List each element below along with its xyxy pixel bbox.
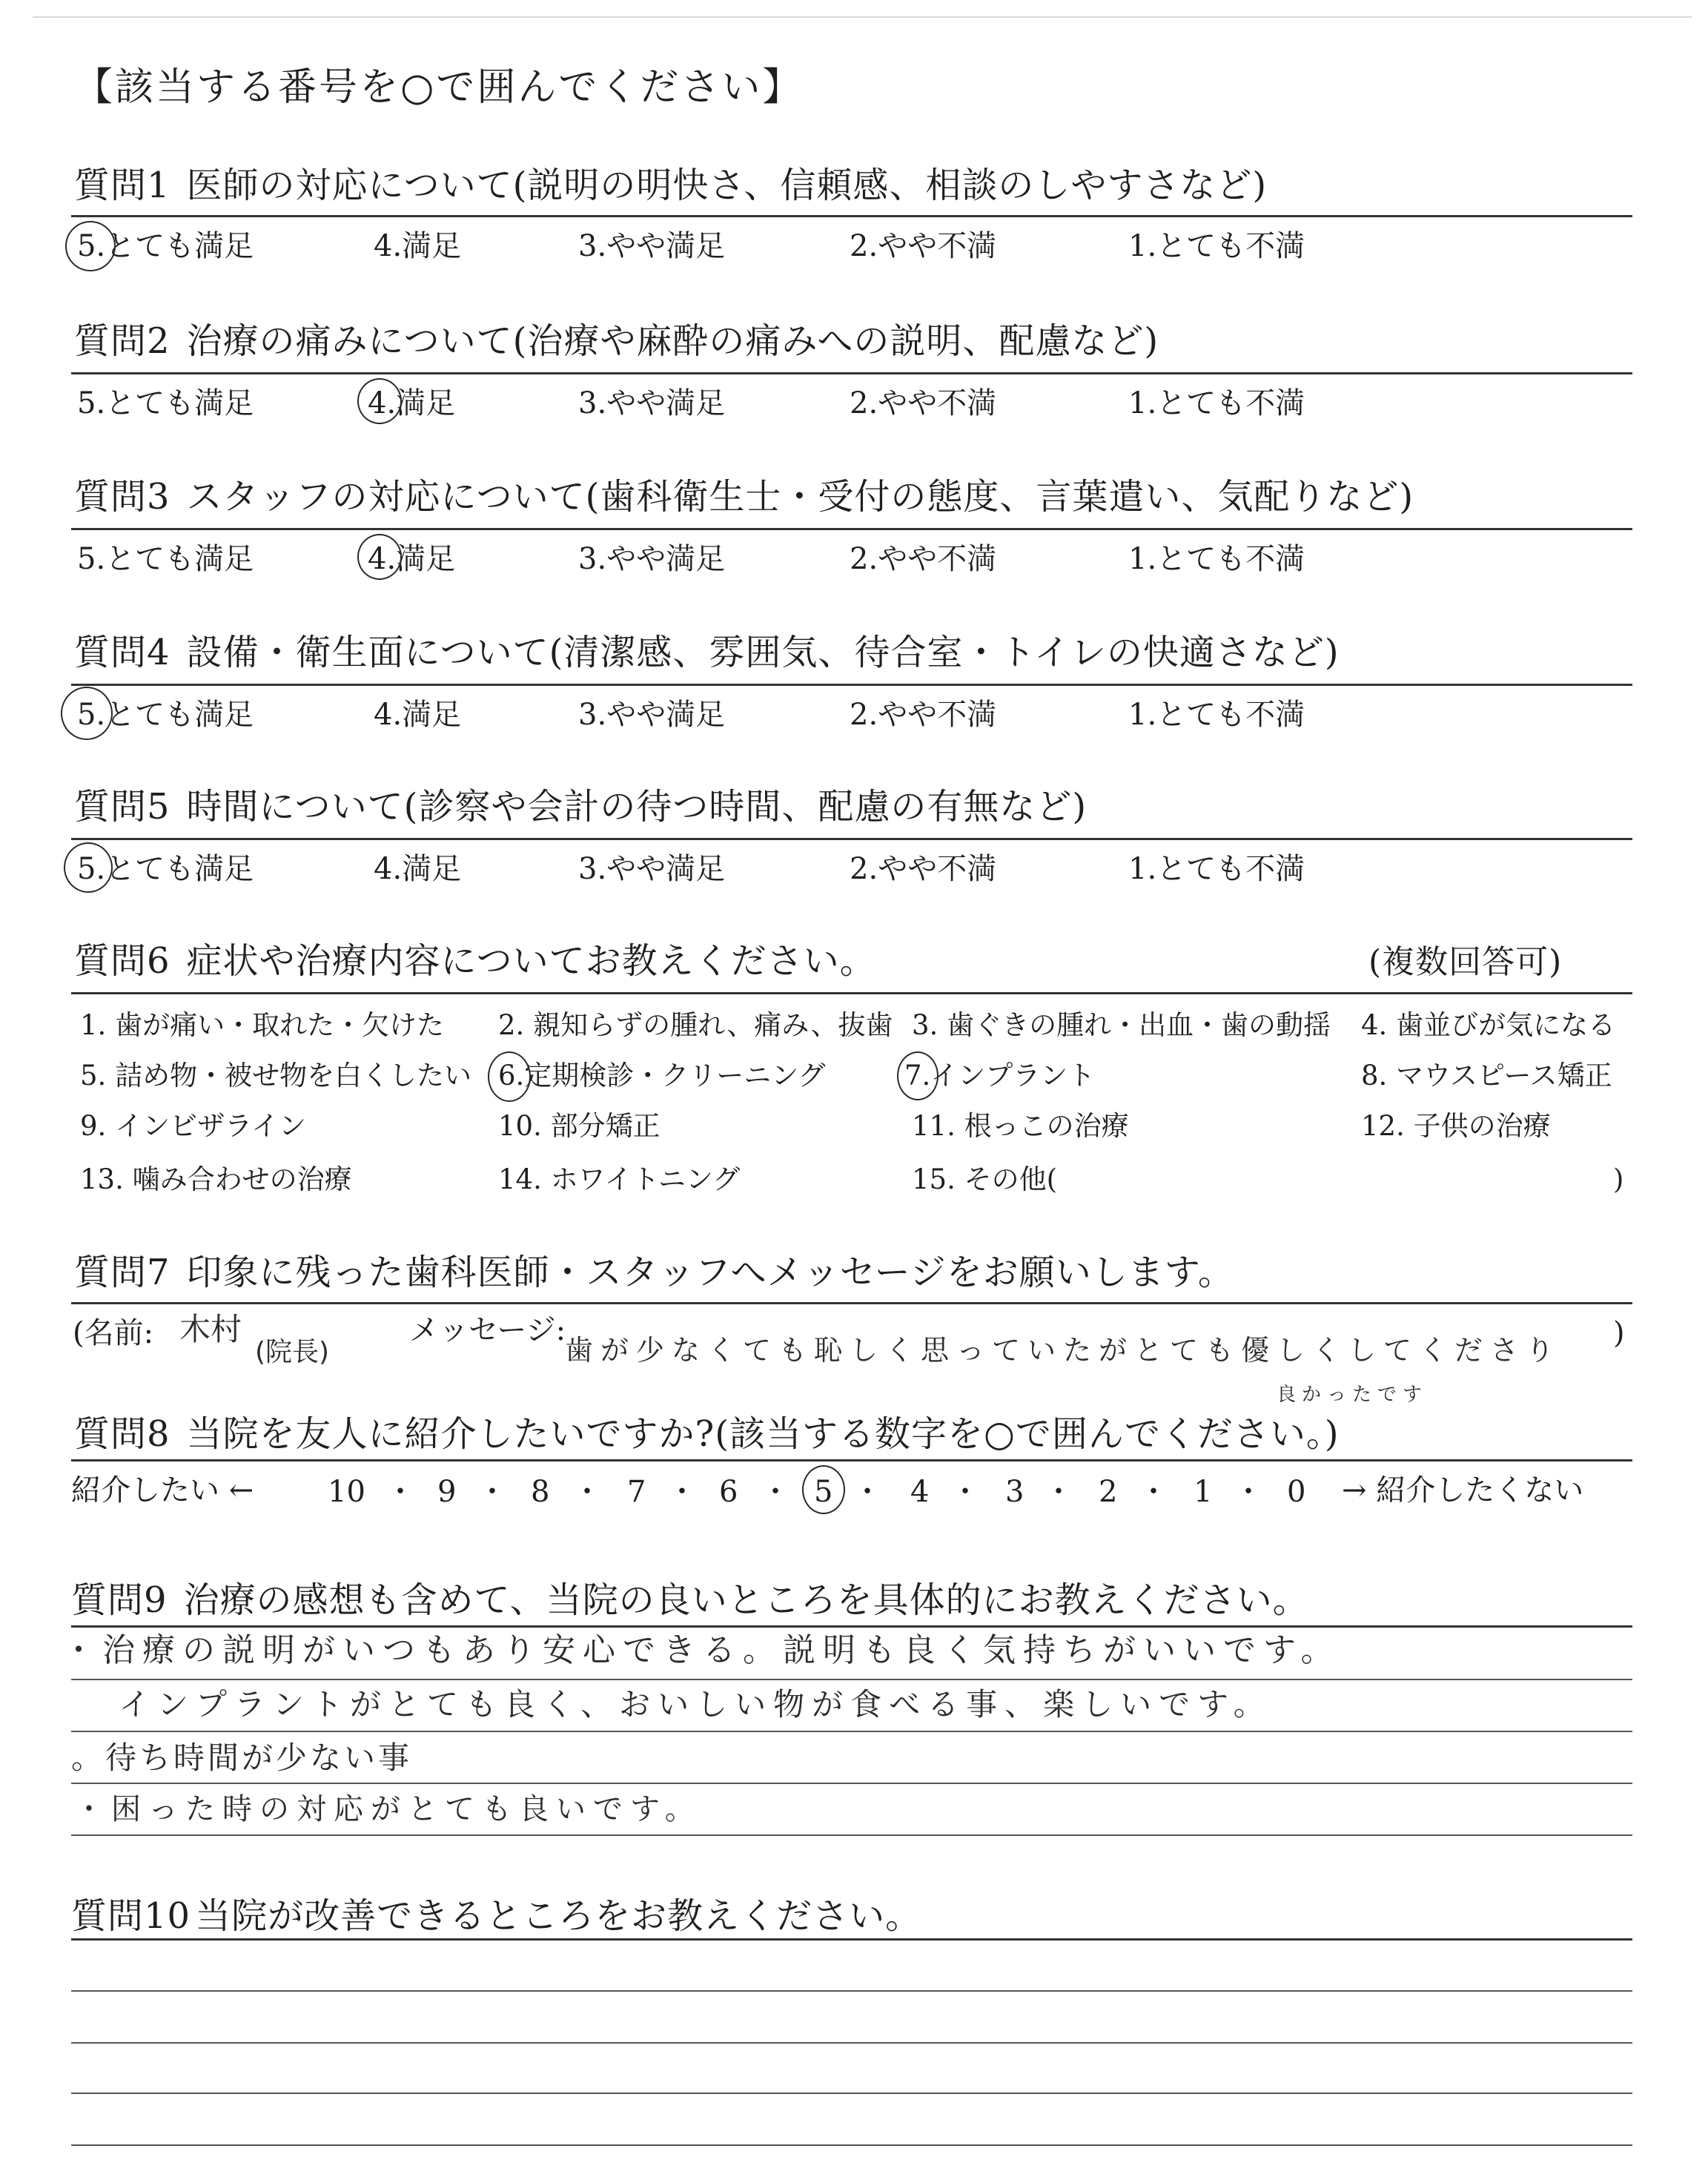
- message-value[interactable]: 歯が少なくても恥しく思っていたがとても優しくしてくださり: [565, 1334, 1562, 1367]
- option-label: やや満足: [606, 698, 726, 732]
- option-number: 1.: [1128, 542, 1157, 576]
- option-number: 3.: [578, 698, 607, 732]
- option-label: やや不満: [878, 698, 997, 732]
- question-1: [74, 165, 1268, 206]
- q6-option-5[interactable]: 5. 詰め物・被せ物を白くしたい: [80, 1060, 472, 1091]
- scale-separator: ・: [1044, 1475, 1073, 1509]
- q4-option-4[interactable]: [374, 700, 461, 730]
- scale-separator: ・: [385, 1475, 415, 1509]
- question-text: 治療の感想も含めて、当院の良いところを具体的にお教えください。: [183, 1579, 1309, 1621]
- top-border: [33, 16, 1692, 18]
- question-text: 当院が改善できるところをお教えください。: [195, 1895, 922, 1937]
- option-label: とても満足: [105, 542, 254, 576]
- option-label: やや不満: [878, 542, 997, 576]
- option-number: 5.: [77, 852, 106, 886]
- option-number: 3.: [578, 229, 607, 263]
- question-rule: [71, 1625, 1632, 1628]
- option-number: 5.: [77, 229, 106, 263]
- option-label: とても満足: [105, 698, 254, 732]
- q6-option-7[interactable]: 7.インプラント: [904, 1060, 1096, 1091]
- option-label: とても不満: [1156, 386, 1305, 420]
- selection-circle: [488, 1051, 531, 1102]
- scale-separator: ・: [761, 1475, 790, 1509]
- question-number: 質問9: [71, 1579, 168, 1621]
- option-label: とても不満: [1156, 698, 1305, 732]
- scale-separator: ・: [477, 1475, 507, 1509]
- selection-circle: [357, 534, 402, 580]
- question-number: 質問1: [74, 165, 171, 206]
- q4-option-1[interactable]: [1128, 700, 1305, 730]
- question-rule: [71, 838, 1632, 840]
- q6-option-6[interactable]: 6.定期検診・クリーニング: [498, 1060, 826, 1091]
- question-text: 治療の痛みについて(治療や麻酔の痛みへの説明、配慮など): [186, 320, 1159, 362]
- question-rule: [71, 528, 1632, 530]
- scale-separator: ・: [667, 1475, 697, 1509]
- question-6: [74, 940, 876, 982]
- q4-option-3[interactable]: [578, 700, 725, 730]
- answer-rule: [71, 1679, 1632, 1680]
- scale-separator: ・: [1139, 1475, 1168, 1509]
- q2-option-1[interactable]: [1128, 386, 1305, 420]
- option-label: やや満足: [606, 542, 726, 576]
- question-number: 質問3: [74, 476, 171, 518]
- q1-option-3[interactable]: [578, 231, 725, 261]
- question-rule: [71, 1938, 1632, 1941]
- selection-circle: [61, 687, 113, 740]
- q6-option-9[interactable]: 9. インビザライン: [80, 1110, 306, 1142]
- q6-option-13[interactable]: 13. 噛み合わせの治療: [80, 1163, 352, 1195]
- page-title: 【該当する番号を○で囲んでください】: [74, 65, 804, 110]
- q3-option-5[interactable]: [77, 544, 254, 574]
- option-number: 1.: [1128, 698, 1157, 732]
- answer-line-1[interactable]: ・治療の説明がいつもあり安心できる。説明も良く気持ちがいいです。: [62, 1631, 1341, 1669]
- option-label: とても満足: [105, 229, 254, 263]
- option-number: 2.: [850, 386, 878, 420]
- answer-rule: [71, 2144, 1632, 2146]
- question-number: 質問5: [74, 786, 171, 828]
- answer-rule: [71, 2042, 1632, 2044]
- name-note: (院長): [255, 1337, 330, 1367]
- question-rule: [71, 372, 1632, 374]
- q2-option-3[interactable]: [578, 386, 726, 420]
- q6-option-2[interactable]: 2. 親知らずの腫れ、痛み、抜歯: [498, 1009, 893, 1041]
- scale-0[interactable]: 0: [1287, 1475, 1306, 1509]
- question-5: [74, 786, 1088, 828]
- q2-option-2[interactable]: [850, 386, 997, 420]
- scale-10[interactable]: 10: [328, 1475, 365, 1509]
- option-number: 3.: [578, 386, 607, 420]
- q3-option-2[interactable]: [850, 544, 996, 574]
- option-number: 5.: [77, 386, 106, 420]
- answer-rule: [71, 1731, 1632, 1732]
- question-number: 質問4: [74, 632, 171, 673]
- option-label: とても不満: [1156, 852, 1305, 886]
- name-label: (名前:: [73, 1316, 154, 1350]
- option-number: 4.: [374, 852, 403, 886]
- question-9: [71, 1579, 1309, 1621]
- scale-5[interactable]: 5: [814, 1475, 833, 1509]
- q1-option-4[interactable]: [374, 231, 461, 261]
- scale-4[interactable]: 4: [910, 1475, 930, 1509]
- answer-line-2[interactable]: インプラントがとても良く、おいしい物が食べる事、楽しいです。: [119, 1686, 1272, 1723]
- option-number: 4.: [368, 542, 397, 576]
- q3-option-1[interactable]: [1128, 544, 1305, 574]
- selection-circle: [357, 378, 402, 424]
- option-label: やや不満: [878, 386, 997, 420]
- option-label: とても満足: [105, 852, 254, 886]
- q5-option-2[interactable]: [850, 854, 996, 884]
- q1-option-2[interactable]: [850, 231, 996, 261]
- answer-rule: [71, 2093, 1632, 2094]
- option-label: 満足: [402, 229, 462, 263]
- scale-8[interactable]: 8: [531, 1475, 550, 1509]
- q6-option-15-close: ): [1613, 1163, 1624, 1195]
- question-text: 当院を友人に紹介したいですか?(該当する数字を○で囲んでください。): [186, 1413, 1340, 1455]
- option-label: やや満足: [606, 386, 726, 420]
- question-4: [74, 632, 1340, 673]
- question-number: 質問7: [74, 1252, 171, 1293]
- selection-circle: [897, 1051, 939, 1100]
- option-label: 満足: [396, 542, 456, 576]
- q4-option-2[interactable]: [850, 700, 996, 730]
- scale-separator: ・: [572, 1475, 602, 1509]
- question-text: 時間について(診察や会計の待つ時間、配慮の有無など): [186, 786, 1088, 828]
- multiple-answer-note: (複数回答可): [1368, 943, 1563, 981]
- question-rule: [71, 215, 1632, 217]
- q5-option-3[interactable]: [578, 854, 725, 884]
- q6-option-12[interactable]: 12. 子供の治療: [1361, 1110, 1551, 1142]
- name-value[interactable]: 木村: [179, 1311, 242, 1347]
- scale-6[interactable]: 6: [719, 1475, 738, 1509]
- answer-rule: [71, 1834, 1632, 1836]
- message-close-paren: ): [1613, 1316, 1625, 1350]
- question-text: 症状や治療内容についてお教えください。: [186, 940, 876, 982]
- option-label: とても満足: [105, 386, 254, 420]
- question-number: 質問2: [74, 320, 171, 362]
- option-number: 3.: [578, 852, 607, 886]
- option-number: 4.: [374, 698, 403, 732]
- option-label: やや不満: [878, 229, 997, 263]
- q6-option-4[interactable]: 4. 歯並びが気になる: [1361, 1009, 1616, 1041]
- q1-option-1[interactable]: [1128, 231, 1305, 261]
- scale-7[interactable]: 7: [627, 1475, 646, 1509]
- question-rule: [71, 684, 1632, 686]
- question-rule: [71, 992, 1632, 994]
- question-7: [74, 1252, 1234, 1293]
- option-number: 2.: [850, 698, 878, 732]
- option-number: 1.: [1128, 852, 1157, 886]
- question-text: 設備・衛生面について(清潔感、雰囲気、待合室・トイレの快適さなど): [186, 632, 1340, 673]
- option-label: とても不満: [1156, 229, 1305, 263]
- scale-right-label: → 紹介したくない: [1342, 1473, 1584, 1507]
- q6-option-8[interactable]: 8. マウスピース矯正: [1361, 1060, 1612, 1091]
- q6-option-11[interactable]: 11. 根っこの治療: [912, 1110, 1129, 1142]
- option-number: 4.: [374, 229, 403, 263]
- q6-option-14[interactable]: 14. ホワイトニング: [498, 1163, 741, 1195]
- answer-rule: [71, 1990, 1632, 1992]
- answer-rule: [71, 1783, 1632, 1784]
- q6-option-3[interactable]: 3. 歯ぐきの腫れ・出血・歯の動揺: [912, 1009, 1331, 1041]
- option-label: とても不満: [1156, 542, 1305, 576]
- question-text: 医師の対応について(説明の明快さ、信頼感、相談のしやすさなど): [186, 165, 1268, 206]
- option-number: 2.: [850, 229, 878, 263]
- selection-circle: [65, 221, 116, 271]
- selection-circle: [64, 842, 113, 893]
- scale-9[interactable]: 9: [437, 1475, 457, 1509]
- option-number: 2.: [850, 852, 878, 886]
- q6-option-10[interactable]: 10. 部分矯正: [498, 1110, 661, 1142]
- option-label: やや満足: [606, 229, 726, 263]
- option-number: 4.: [368, 386, 397, 420]
- option-number: 1.: [1128, 386, 1157, 420]
- option-number: 1.: [1128, 229, 1157, 263]
- question-number: 質問6: [74, 940, 171, 982]
- question-3: [74, 476, 1414, 518]
- option-number: 5.: [77, 542, 106, 576]
- option-label: 満足: [396, 386, 456, 420]
- question-rule: [71, 1302, 1632, 1304]
- option-number: 5.: [77, 698, 106, 732]
- question-text: スタッフの対応について(歯科衛生士・受付の態度、言葉遣い、気配りなど): [186, 476, 1414, 518]
- scale-1[interactable]: 1: [1194, 1475, 1213, 1509]
- q5-option-4[interactable]: [374, 854, 461, 884]
- option-label: やや満足: [606, 852, 726, 886]
- question-10: [71, 1895, 922, 1937]
- message-label: メッセージ:: [409, 1313, 566, 1347]
- question-number: 質問10: [71, 1895, 191, 1937]
- question-8: [74, 1413, 1340, 1455]
- option-label: 満足: [402, 852, 462, 886]
- scale-2[interactable]: 2: [1099, 1475, 1118, 1509]
- question-rule: [71, 1459, 1632, 1462]
- scale-separator: ・: [853, 1475, 882, 1509]
- q5-option-1[interactable]: [1128, 854, 1305, 884]
- message-value-cont[interactable]: 良かったです: [1277, 1384, 1429, 1406]
- q3-option-3[interactable]: [578, 544, 725, 574]
- answer-line-4[interactable]: ・困った時の対応がとても良いです。: [74, 1792, 702, 1826]
- option-number: 2.: [850, 542, 878, 576]
- q2-option-5[interactable]: [77, 386, 254, 420]
- answer-line-3[interactable]: 。待ち時間が少ない事: [71, 1740, 413, 1776]
- question-number: 質問8: [74, 1413, 171, 1455]
- question-2: [74, 320, 1159, 362]
- q6-option-1[interactable]: 1. 歯が痛い・取れた・欠けた: [80, 1009, 445, 1041]
- scale-separator: ・: [1234, 1475, 1263, 1509]
- option-number: 3.: [578, 542, 607, 576]
- question-text: 印象に残った歯科医師・スタッフへメッセージをお願いします。: [186, 1252, 1234, 1293]
- option-label: やや不満: [878, 852, 997, 886]
- selection-circle: [802, 1465, 845, 1514]
- scale-3[interactable]: 3: [1005, 1475, 1025, 1509]
- scale-separator: ・: [950, 1475, 980, 1509]
- q6-option-15[interactable]: 15. その他(: [912, 1163, 1058, 1195]
- option-label: 満足: [402, 698, 462, 732]
- scale-left-label: 紹介したい ←: [71, 1473, 254, 1507]
